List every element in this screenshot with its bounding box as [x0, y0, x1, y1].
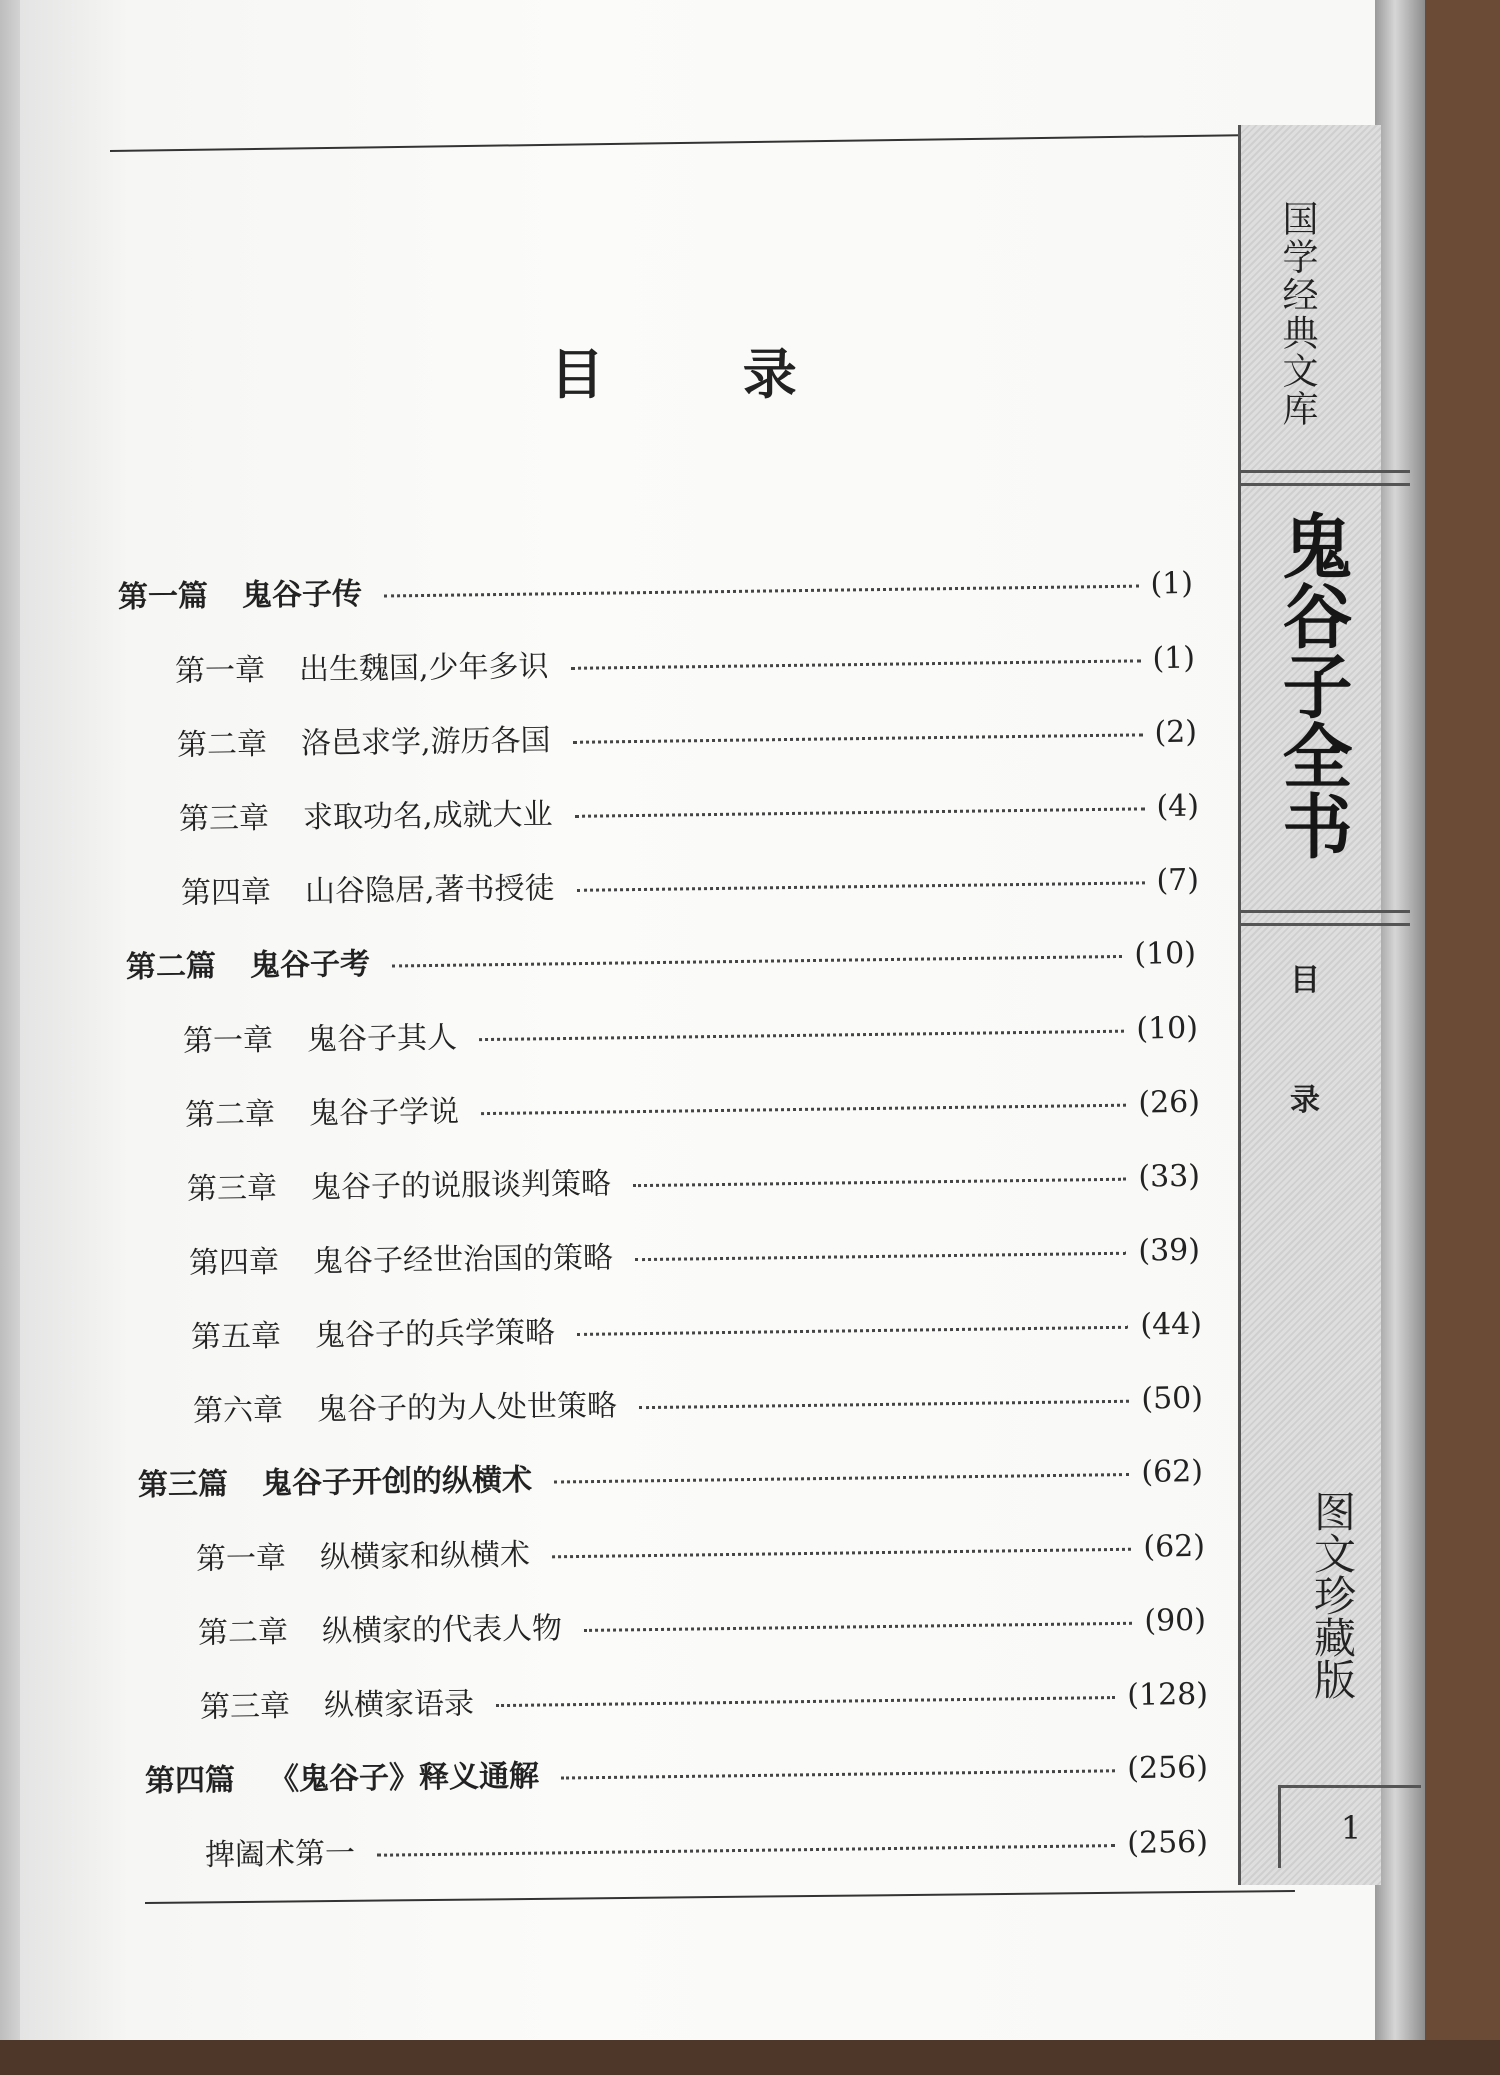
series-name: 国学经典文库: [1277, 200, 1318, 428]
leader-dots: [479, 1030, 1124, 1041]
leader-dots: [577, 1326, 1128, 1336]
page-number: [1278, 1785, 1421, 1868]
toc-label: [196, 1530, 531, 1578]
toc-page: (62): [1141, 1454, 1204, 1490]
toc-number: 第三章: [178, 800, 270, 837]
toc-title: 鬼谷子的说服谈判策略: [310, 1166, 612, 1206]
toc-label: [118, 569, 363, 616]
leader-dots: [552, 1548, 1131, 1559]
toc-label: [126, 939, 371, 986]
toc-title: 洛邑求学,游历各国: [300, 723, 551, 762]
toc-title: 纵横家的代表人物: [321, 1611, 563, 1650]
toc-title: 纵横家语录: [323, 1686, 475, 1724]
toc-title: 出生魏国,少年多识: [298, 649, 549, 688]
toc-title: 鬼谷子学说: [308, 1094, 460, 1132]
side-section-char: 录: [1290, 1083, 1320, 1118]
toc-number: 第一章: [182, 1022, 274, 1059]
toc-title: 《鬼谷子》释义通解: [268, 1758, 540, 1798]
page-edge: [1375, 0, 1425, 2075]
toc-page: (2): [1154, 714, 1198, 751]
toc-number: 第六章: [192, 1392, 284, 1429]
toc-page: (90): [1144, 1602, 1207, 1639]
toc-number: 第二章: [197, 1614, 289, 1651]
toc-number: 第二篇: [125, 948, 217, 985]
toc-number: 第五章: [190, 1318, 282, 1355]
toc-label: [181, 863, 555, 912]
toc-number: 第四篇: [144, 1762, 236, 1799]
toc-title: 鬼谷子开创的纵横术: [261, 1462, 533, 1502]
page-number-value: 1: [1340, 1809, 1362, 1847]
toc-number: 第二章: [176, 726, 268, 763]
leader-dots: [377, 1844, 1115, 1857]
toc-number: 第四章: [188, 1244, 280, 1281]
toc-title: 鬼谷子考: [249, 946, 371, 984]
toc-label: [145, 1751, 540, 1800]
leader-dots: [481, 1104, 1126, 1115]
leader-dots: [392, 955, 1122, 968]
toc-page: (1): [1150, 565, 1194, 602]
toc-label: [205, 1828, 356, 1874]
toc-title: 鬼谷子其人: [306, 1020, 458, 1058]
leader-dots: [639, 1400, 1129, 1409]
leader-dots: [577, 881, 1145, 891]
toc-number: 第四章: [180, 874, 272, 911]
toc-number: 第二章: [184, 1096, 276, 1133]
toc-page: (10): [1134, 935, 1197, 972]
leader-dots: [571, 659, 1141, 669]
toc-title: 鬼谷子的兵学策略: [314, 1315, 556, 1354]
toc-number: 第一章: [195, 1540, 287, 1577]
toc-page: (256): [1127, 1824, 1209, 1861]
toc-label: [193, 1380, 618, 1430]
toc-label: [177, 715, 551, 764]
toc-page: (50): [1141, 1380, 1204, 1417]
toc-label: [138, 1455, 533, 1504]
toc-number: 第三章: [199, 1688, 291, 1725]
toc-label: [185, 1086, 460, 1134]
toc-label: [187, 1158, 612, 1208]
toc-label: [200, 1678, 475, 1726]
leader-dots: [384, 585, 1138, 598]
leader-dots: [584, 1622, 1132, 1632]
toc-title: 捭阖术第一: [204, 1836, 356, 1873]
leader-dots: [561, 1769, 1115, 1779]
toc-number: 第三章: [186, 1170, 278, 1207]
side-divider: [1240, 470, 1410, 486]
leader-dots: [554, 1473, 1129, 1484]
toc-title: 山谷隐居,著书授徒: [304, 871, 555, 910]
toc-page: (33): [1138, 1158, 1201, 1195]
toc-label: [191, 1307, 556, 1356]
toc-label: [179, 789, 553, 838]
toc-page: (44): [1140, 1306, 1203, 1343]
toc-number: 第三篇: [137, 1466, 229, 1503]
leader-dots: [573, 733, 1143, 743]
toc-page: (7): [1156, 862, 1200, 899]
toc-page: (128): [1127, 1676, 1209, 1713]
leader-dots: [633, 1178, 1126, 1187]
toc-label: [175, 641, 549, 690]
toc-title: 鬼谷子经世治国的策略: [312, 1240, 614, 1280]
toc-title: 鬼谷子传: [241, 576, 363, 614]
toc-page: (39): [1138, 1232, 1201, 1269]
leader-dots: [635, 1252, 1126, 1261]
toc-page: (10): [1136, 1010, 1199, 1047]
side-section-char: 目: [1290, 963, 1320, 998]
toc-title: 鬼谷子的为人处世策略: [316, 1388, 618, 1428]
side-divider: [1240, 910, 1410, 926]
toc-label: [198, 1603, 563, 1652]
toc-page: (4): [1156, 788, 1200, 825]
toc-page: (1): [1152, 640, 1196, 677]
leader-dots: [575, 807, 1145, 817]
toc-page: (26): [1138, 1084, 1201, 1121]
edition-label: 图文珍藏版: [1308, 1490, 1357, 1700]
toc-label: [183, 1012, 458, 1060]
book-title: 鬼谷子全书: [1271, 510, 1353, 860]
toc-label: [189, 1232, 614, 1282]
book-cover-edge: [0, 2040, 1500, 2075]
toc-number: 第一章: [174, 652, 266, 689]
toc-page: (256): [1127, 1750, 1209, 1787]
toc-number: 第一篇: [117, 578, 209, 615]
toc-page: (62): [1143, 1528, 1206, 1565]
page-title: 目 录: [550, 343, 857, 406]
toc-title: 纵横家和纵横术: [319, 1537, 531, 1576]
toc-title: 求取功名,成就大业: [302, 797, 553, 836]
leader-dots: [496, 1696, 1115, 1707]
